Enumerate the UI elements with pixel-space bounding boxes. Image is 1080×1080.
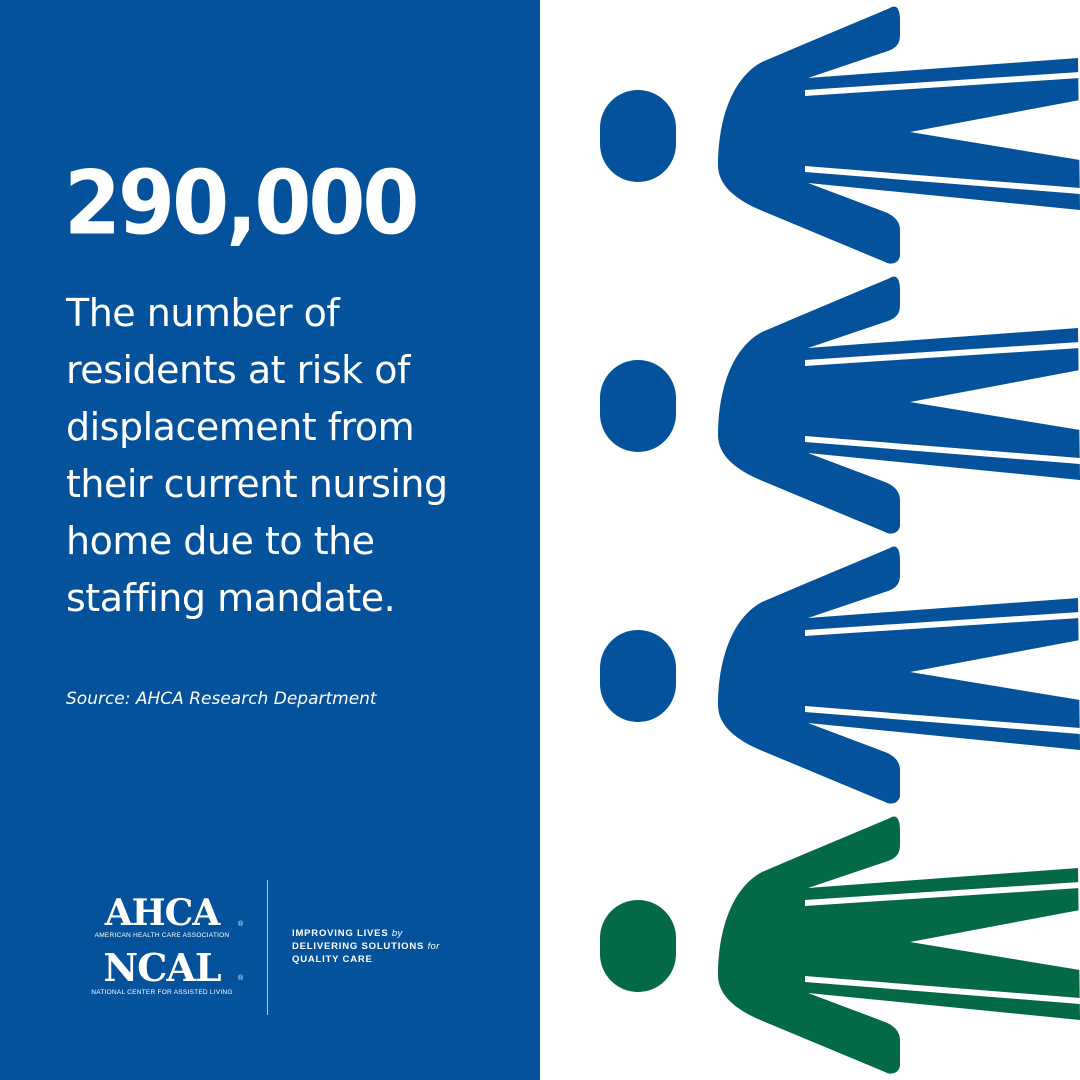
tagline <box>292 927 440 966</box>
registered-mark: ® <box>238 921 244 928</box>
statistic-number: 290,000 <box>64 152 417 256</box>
tagline-line-2: DELIVERING SOLUTIONS <box>292 941 425 952</box>
tagline-line-3: QUALITY CARE <box>292 954 373 965</box>
person-icon <box>600 7 1080 264</box>
person-figures <box>540 0 1080 1080</box>
person-icon <box>600 817 1080 1074</box>
tagline-conj-1: by <box>391 928 403 939</box>
person-icon <box>600 277 1080 534</box>
statistic-description: The number of residents at risk of displacement from their current nursing home due to the staffing mandate. <box>66 291 448 620</box>
source-citation: Source: AHCA Research Department <box>66 689 377 709</box>
ncal-wordmark: NCAL <box>103 945 221 990</box>
logo-divider <box>267 880 268 1015</box>
person-icon <box>600 547 1080 804</box>
tagline-conj-2: for <box>427 941 440 952</box>
ncal-full-name: NATIONAL CENTER FOR ASSISTED LIVING <box>91 989 233 996</box>
tagline-line-1: IMPROVING LIVES <box>292 928 389 939</box>
ahca-ncal-logo <box>80 892 250 1015</box>
registered-mark: ® <box>238 975 244 982</box>
ahca-full-name: AMERICAN HEALTH CARE ASSOCIATION <box>94 932 230 939</box>
ahca-wordmark: AHCA <box>104 892 220 934</box>
